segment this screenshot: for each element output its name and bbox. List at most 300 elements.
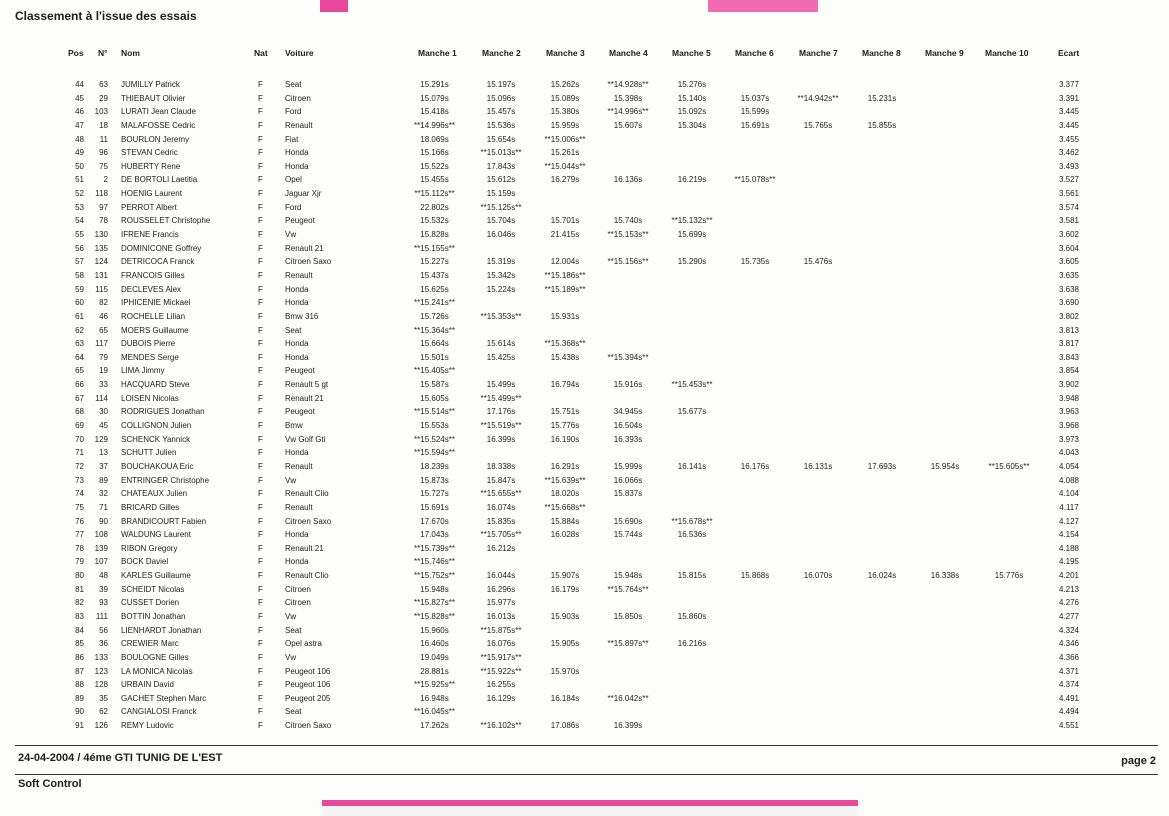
table-row	[0, 119, 1169, 133]
cell-voiture: Ford	[285, 202, 302, 212]
table-row	[0, 255, 1169, 269]
cell-nom: LIENHARDT Jonathan	[121, 625, 202, 635]
cell-pos: 44	[75, 80, 84, 89]
cell-m1: 18.069s	[420, 134, 449, 144]
cell-nat: F	[258, 148, 263, 158]
cell-m5: 15.304s	[677, 120, 707, 130]
cell-pos: 65	[75, 366, 84, 376]
table-row	[0, 242, 1169, 256]
cell-num: 97	[99, 202, 108, 212]
cell-pos: 69	[75, 421, 84, 431]
cell-nat: F	[258, 80, 263, 89]
cell-nat: F	[258, 448, 263, 458]
cell-nom: CHATEAUX Julien	[121, 489, 188, 499]
cell-num: 96	[99, 148, 108, 158]
cell-nom: MALAFOSSE Cedric	[121, 120, 196, 130]
cell-pos: 50	[75, 161, 84, 171]
cell-nom: ROUSSELET Christophe	[121, 216, 211, 226]
cell-m6: 16.176s	[740, 461, 770, 471]
cell-m3: 15.907s	[550, 571, 580, 581]
cell-m5: 15.699s	[677, 230, 707, 240]
cell-voiture: Seat	[285, 625, 302, 635]
cell-nom: DOMINICONE Goffrey	[121, 243, 202, 253]
cell-num: 32	[99, 489, 108, 499]
cell-ecart: 4.494	[1058, 707, 1080, 717]
cell-voiture: Citroen	[285, 584, 311, 594]
cell-m1: 15.532s	[420, 216, 449, 226]
cell-voiture: Opel	[285, 175, 302, 185]
cell-ecart: 3.948	[1058, 393, 1080, 403]
cell-nat: F	[258, 298, 263, 308]
cell-nom: BOURLON Jeremy	[121, 134, 190, 144]
cell-m1: 17.262s	[420, 721, 449, 731]
cell-m4: 34.945s	[613, 407, 643, 417]
cell-nom: BRICARD Gilles	[121, 502, 180, 512]
table-row	[0, 419, 1169, 433]
pink-tab-top-left	[320, 0, 348, 12]
cell-voiture: Citroen Saxo	[285, 721, 332, 731]
cell-pos: 47	[75, 120, 84, 130]
cell-pos: 73	[75, 475, 84, 485]
cell-nat: F	[258, 284, 263, 294]
cell-nat: F	[258, 680, 263, 690]
cell-num: 46	[99, 311, 108, 321]
cell-nom: KARLES Guillaume	[121, 571, 191, 581]
cell-voiture: Renault	[285, 270, 313, 280]
cell-pos: 61	[75, 311, 84, 321]
cell-m5: 16.141s	[677, 461, 707, 471]
cell-nat: F	[258, 611, 263, 621]
cell-voiture: Opel astra	[285, 639, 322, 649]
cell-nat: F	[258, 407, 263, 417]
cell-m5: 15.290s	[677, 257, 707, 267]
col-m3: Manche 3	[546, 48, 585, 58]
cell-m2: **16.102s**	[480, 721, 522, 731]
cell-pos: 52	[75, 189, 84, 199]
cell-pos: 57	[75, 257, 84, 267]
table-row	[0, 637, 1169, 651]
cell-num: 128	[94, 680, 108, 690]
table-row	[0, 569, 1169, 583]
cell-m2: **15.499s**	[480, 393, 522, 403]
cell-ecart: 3.574	[1058, 202, 1080, 212]
cell-voiture: Seat	[285, 707, 302, 717]
col-pos: Pos	[68, 48, 84, 58]
cell-m1: **15.739s**	[414, 543, 455, 553]
cell-ecart: 3.462	[1058, 148, 1080, 158]
cell-pos: 63	[75, 339, 84, 349]
cell-num: 126	[94, 721, 108, 731]
cell-voiture: Renault 21	[285, 243, 324, 253]
cell-ecart: 4.054	[1058, 461, 1080, 471]
cell-nom: DE BORTOLI Laetitia	[121, 175, 198, 185]
cell-m1: 16.460s	[420, 639, 449, 649]
cell-nat: F	[258, 652, 263, 662]
table-row	[0, 146, 1169, 160]
cell-m1: **15.241s**	[414, 298, 455, 308]
cell-num: 139	[94, 543, 108, 553]
cell-m2: 15.159s	[486, 189, 516, 199]
cell-nat: F	[258, 434, 263, 444]
cell-nat: F	[258, 625, 263, 635]
cell-m1: 15.587s	[420, 380, 449, 390]
table-row	[0, 187, 1169, 201]
cell-voiture: Citroen Saxo	[285, 516, 332, 526]
table-row	[0, 460, 1169, 474]
cell-nom: JUMILLY Patrick	[121, 80, 180, 89]
cell-ecart: 4.213	[1058, 584, 1080, 594]
cell-m1: 15.079s	[420, 93, 449, 103]
cell-num: 111	[95, 611, 108, 621]
cell-m5: 16.536s	[677, 530, 707, 540]
cell-m7: 16.070s	[803, 571, 833, 581]
cell-ecart: 4.088	[1058, 475, 1080, 485]
cell-voiture: Peugeot	[285, 366, 315, 376]
cell-voiture: Vw Golf Gti	[285, 434, 326, 444]
cell-m4: 16.393s	[613, 434, 643, 444]
cell-m1: 15.726s	[420, 311, 449, 321]
cell-nat: F	[258, 380, 263, 390]
cell-ecart: 3.493	[1058, 161, 1080, 171]
cell-m2: 15.425s	[486, 352, 516, 362]
cell-nom: CUSSET Dorien	[121, 598, 180, 608]
cell-ecart: 3.854	[1058, 366, 1080, 376]
cell-nat: F	[258, 243, 263, 253]
cell-nom: HUBERTY Rene	[121, 161, 181, 171]
table-row	[0, 719, 1169, 733]
results-table	[0, 78, 1169, 733]
cell-m3: 16.291s	[550, 461, 580, 471]
cell-m1: 15.437s	[420, 270, 449, 280]
cell-num: 93	[99, 598, 108, 608]
cell-nom: MOERS Guillaume	[121, 325, 189, 335]
cell-m4: **14.928s**	[607, 80, 649, 89]
cell-nat: F	[258, 325, 263, 335]
cell-ecart: 3.802	[1058, 311, 1080, 321]
cell-m2: **15.655s**	[480, 489, 522, 499]
pink-tab-top-right	[708, 0, 818, 12]
table-row	[0, 705, 1169, 719]
cell-ecart: 3.813	[1058, 325, 1080, 335]
table-row	[0, 651, 1169, 665]
table-row	[0, 351, 1169, 365]
cell-nat: F	[258, 257, 263, 267]
cell-m9: 15.954s	[930, 461, 960, 471]
cell-m6: **15.078s**	[734, 175, 776, 185]
cell-pos: 86	[75, 652, 84, 662]
cell-nat: F	[258, 421, 263, 431]
cell-m1: 15.553s	[420, 421, 449, 431]
cell-m5: **15.132s**	[671, 216, 713, 226]
cell-nat: F	[258, 639, 263, 649]
cell-m4: **15.394s**	[607, 352, 649, 362]
cell-nom: BOCK Daviel	[121, 557, 169, 567]
cell-nat: F	[258, 584, 263, 594]
cell-nat: F	[258, 120, 263, 130]
cell-nat: F	[258, 543, 263, 553]
footer-rule-top	[15, 745, 1158, 746]
cell-voiture: Peugeot 106	[285, 666, 331, 676]
table-row	[0, 665, 1169, 679]
cell-m2: 16.255s	[486, 680, 516, 690]
cell-nat: F	[258, 707, 263, 717]
table-row	[0, 474, 1169, 488]
page-title: Classement à l'issue des essais	[15, 9, 197, 23]
table-row	[0, 160, 1169, 174]
cell-voiture: Peugeot 205	[285, 693, 331, 703]
cell-m2: 15.536s	[486, 120, 516, 130]
cell-voiture: Honda	[285, 161, 309, 171]
cell-m3: **15.368s**	[544, 339, 586, 349]
cell-m3: **15.044s**	[544, 161, 586, 171]
cell-m1: 15.625s	[420, 284, 449, 294]
cell-m2: 15.224s	[486, 284, 516, 294]
cell-num: 114	[95, 393, 108, 403]
cell-m5: 15.276s	[677, 80, 707, 89]
cell-pos: 55	[75, 230, 84, 240]
cell-voiture: Renault	[285, 461, 313, 471]
cell-pos: 91	[75, 721, 84, 731]
cell-voiture: Honda	[285, 284, 309, 294]
cell-nom: IPHICENIE Mickael	[121, 298, 191, 308]
table-row	[0, 433, 1169, 447]
cell-m8: 15.855s	[867, 120, 897, 130]
cell-m3: 15.380s	[550, 107, 580, 117]
cell-nom: MENDES Serge	[121, 352, 179, 362]
cell-ecart: 4.277	[1058, 611, 1080, 621]
cell-num: 33	[99, 380, 108, 390]
cell-ecart: 3.455	[1058, 134, 1080, 144]
cell-voiture: Vw	[285, 475, 297, 485]
cell-m1: 17.043s	[420, 530, 449, 540]
cell-m3: 15.261s	[550, 148, 580, 158]
cell-voiture: Honda	[285, 339, 309, 349]
cell-m2: 16.074s	[486, 502, 516, 512]
cell-pos: 45	[75, 93, 84, 103]
cell-voiture: Honda	[285, 352, 309, 362]
cell-voiture: Seat	[285, 80, 302, 89]
table-row	[0, 78, 1169, 92]
cell-num: 108	[94, 530, 108, 540]
cell-ecart: 4.188	[1058, 543, 1080, 553]
cell-pos: 85	[75, 639, 84, 649]
cell-nom: ENTRINGER Christophe	[121, 475, 210, 485]
cell-m1: 15.664s	[420, 339, 449, 349]
table-row	[0, 528, 1169, 542]
cell-num: 133	[94, 652, 108, 662]
cell-voiture: Bmw 316	[285, 311, 319, 321]
cell-m2: **15.922s**	[480, 666, 522, 676]
cell-num: 13	[99, 448, 108, 458]
cell-voiture: Vw	[285, 652, 297, 662]
cell-m3: 15.903s	[550, 611, 580, 621]
cell-num: 39	[99, 584, 108, 594]
cell-m5: 15.860s	[677, 611, 707, 621]
cell-num: 18	[99, 120, 108, 130]
cell-pos: 87	[75, 666, 84, 676]
cell-m3: 16.279s	[550, 175, 580, 185]
cell-voiture: Renault 21	[285, 393, 324, 403]
cell-m3: **15.186s**	[544, 270, 586, 280]
col-m4: Manche 4	[609, 48, 648, 58]
cell-m3: **15.668s**	[544, 502, 586, 512]
cell-m3: 16.179s	[550, 584, 580, 594]
cell-num: 45	[99, 421, 108, 431]
cell-m2: 15.835s	[486, 516, 516, 526]
footer-rule-bottom	[15, 774, 1158, 775]
table-row	[0, 596, 1169, 610]
cell-ecart: 3.963	[1058, 407, 1080, 417]
cell-ecart: 4.324	[1058, 625, 1080, 635]
cell-num: 117	[95, 339, 108, 349]
col-m5: Manche 5	[672, 48, 711, 58]
software-name: Soft Control	[18, 778, 82, 790]
cell-m10: **15.605s**	[988, 461, 1030, 471]
cell-pos: 71	[75, 448, 84, 458]
cell-num: 130	[94, 230, 108, 240]
col-m6: Manche 6	[735, 48, 774, 58]
cell-voiture: Vw	[285, 230, 297, 240]
cell-m3: 16.794s	[550, 380, 580, 390]
cell-m1: **15.594s**	[414, 448, 455, 458]
cell-ecart: 4.371	[1058, 666, 1080, 676]
cell-nat: F	[258, 475, 263, 485]
cell-m4: **15.764s**	[607, 584, 649, 594]
cell-nom: RIBON Gregory	[121, 543, 178, 553]
cell-m3: 15.905s	[550, 639, 580, 649]
cell-nat: F	[258, 189, 263, 199]
cell-num: 2	[103, 175, 108, 185]
cell-nom: LA MONICA Nicolas	[121, 666, 193, 676]
cell-nat: F	[258, 502, 263, 512]
table-row	[0, 515, 1169, 529]
cell-m7: 15.476s	[803, 257, 833, 267]
cell-pos: 49	[75, 148, 84, 158]
cell-num: 124	[94, 257, 108, 267]
table-row	[0, 678, 1169, 692]
cell-ecart: 4.491	[1058, 693, 1080, 703]
cell-num: 71	[99, 502, 108, 512]
cell-nom: DECLEVES Alex	[121, 284, 182, 294]
cell-pos: 83	[75, 611, 84, 621]
cell-m2: 18.338s	[486, 461, 516, 471]
cell-nat: F	[258, 161, 263, 171]
cell-num: 65	[99, 325, 108, 335]
table-row	[0, 228, 1169, 242]
footer-event: 24-04-2004 / 4éme GTI TUNIG DE L'EST	[18, 752, 223, 764]
cell-nom: SCHUTT Julien	[121, 448, 177, 458]
cell-m7: **14.942s**	[797, 93, 839, 103]
cell-nom: BOTTIN Jonathan	[121, 611, 186, 621]
table-row	[0, 364, 1169, 378]
cell-ecart: 3.817	[1058, 339, 1080, 349]
cell-pos: 62	[75, 325, 84, 335]
cell-voiture: Fiat	[285, 134, 299, 144]
table-row	[0, 392, 1169, 406]
table-row	[0, 283, 1169, 297]
cell-m4: 15.740s	[613, 216, 643, 226]
cell-ecart: 3.902	[1058, 380, 1080, 390]
cell-m2: 15.197s	[486, 80, 516, 89]
cell-m10: 15.776s	[994, 571, 1024, 581]
cell-m1: **15.155s**	[414, 243, 455, 253]
cell-m2: 15.612s	[486, 175, 516, 185]
cell-m1: **15.364s**	[414, 325, 455, 335]
cell-num: 129	[94, 434, 108, 444]
cell-pos: 80	[75, 571, 84, 581]
cell-pos: 64	[75, 352, 84, 362]
table-row	[0, 269, 1169, 283]
cell-voiture: Renault Clio	[285, 571, 329, 581]
cell-num: 90	[99, 516, 108, 526]
col-voiture: Voiture	[285, 48, 314, 58]
table-row	[0, 692, 1169, 706]
cell-m1: 15.501s	[420, 352, 449, 362]
cell-m2: 16.046s	[486, 230, 516, 240]
cell-m2: **15.917s**	[480, 652, 522, 662]
cell-m2: 16.129s	[486, 693, 516, 703]
cell-voiture: Renault Clio	[285, 489, 329, 499]
table-row	[0, 296, 1169, 310]
cell-m4: 15.916s	[613, 380, 643, 390]
cell-m2: **15.125s**	[480, 202, 522, 212]
cell-voiture: Peugeot 106	[285, 680, 331, 690]
cell-pos: 46	[75, 107, 84, 117]
pink-tab-bottom	[322, 800, 858, 816]
table-row	[0, 405, 1169, 419]
cell-nat: F	[258, 134, 263, 144]
cell-voiture: Citroen	[285, 93, 311, 103]
cell-m2: 15.342s	[486, 270, 516, 280]
cell-m5: **15.678s**	[671, 516, 713, 526]
cell-pos: 89	[75, 693, 84, 703]
cell-m1: 17.670s	[420, 516, 449, 526]
cell-num: 78	[99, 216, 108, 226]
cell-m5: **15.453s**	[671, 380, 713, 390]
cell-ecart: 3.635	[1058, 270, 1080, 280]
cell-m1: 15.605s	[420, 393, 449, 403]
cell-num: 19	[99, 366, 108, 376]
cell-nom: GACHET Stephen Marc	[121, 693, 207, 703]
cell-m4: 16.066s	[613, 475, 643, 485]
cell-m4: 15.948s	[613, 571, 643, 581]
cell-m3: 15.959s	[550, 120, 580, 130]
cell-m3: 15.776s	[550, 421, 580, 431]
cell-num: 63	[99, 80, 108, 89]
cell-m7: 15.765s	[803, 120, 833, 130]
cell-m3: 15.970s	[550, 666, 580, 676]
col-m2: Manche 2	[482, 48, 521, 58]
cell-m8: 15.231s	[867, 93, 897, 103]
cell-pos: 53	[75, 202, 84, 212]
cell-m6: 15.868s	[740, 571, 770, 581]
cell-nom: BRANDICOURT Fabien	[121, 516, 207, 526]
cell-pos: 60	[75, 298, 84, 308]
cell-m1: 19.049s	[420, 652, 449, 662]
cell-m2: **15.519s**	[480, 421, 522, 431]
cell-nom: WALDUNG Laurent	[121, 530, 191, 540]
cell-voiture: Renault 5 gt	[285, 380, 329, 390]
cell-nom: FRANCOIS Gilles	[121, 270, 185, 280]
cell-m1: 15.828s	[420, 230, 449, 240]
table-row	[0, 214, 1169, 228]
cell-nat: F	[258, 666, 263, 676]
cell-m2: **15.875s**	[480, 625, 522, 635]
cell-m2: 16.296s	[486, 584, 516, 594]
table-row	[0, 173, 1169, 187]
cell-nat: F	[258, 489, 263, 499]
cell-nat: F	[258, 571, 263, 581]
